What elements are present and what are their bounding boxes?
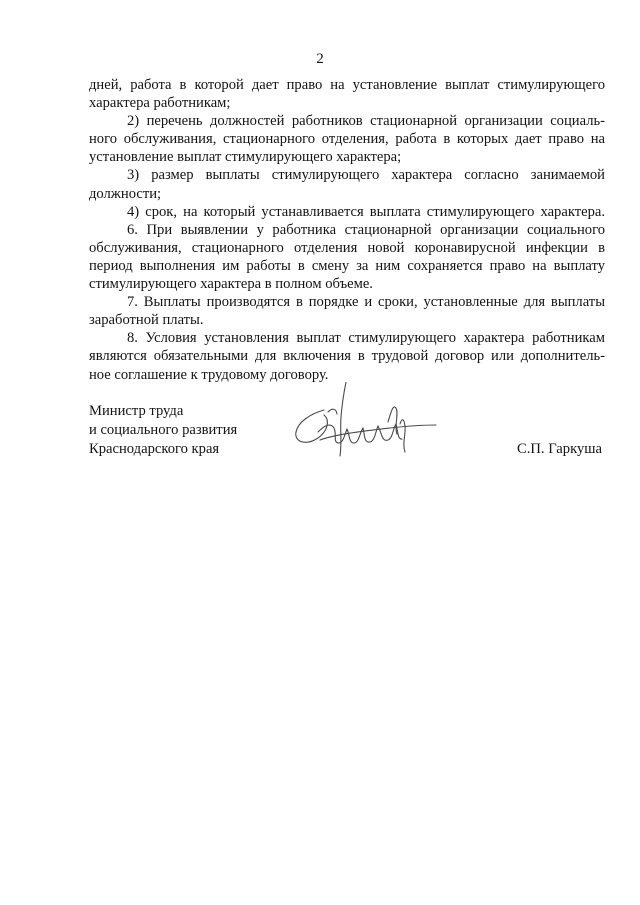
text-line: обслуживания, стационарного отделения новой коронавирусной инфекции в (89, 239, 605, 256)
text-line: являются обязательными для включения в трудовой договор или дополнитель- (89, 348, 605, 365)
text-line: 8. Условия установления выплат стимулирующего характера работникам (127, 330, 605, 347)
signatory-position-line: и социального развития (89, 422, 238, 438)
text-line: дней, работа в которой дает право на установление выплат стимулирующего (89, 77, 605, 93)
text-line: заработной платы. (89, 312, 204, 329)
text-line: установление выплат стимулирующего характера; (89, 149, 402, 166)
text-line: ного обслуживания, стационарного отделения, работа в которых дает право на (89, 131, 605, 148)
text-line: ное соглашение к трудовому договору. (89, 366, 329, 383)
signatory-position-line: Краснодарского края (89, 441, 220, 457)
signature-block (89, 402, 605, 482)
document-body (89, 76, 605, 384)
text-line: 3) размер выплаты стимулирующего характера согласно занимаемой (127, 167, 605, 184)
signatory-position-line: Министр труда (89, 403, 184, 419)
text-line: стимулирующего характера в полном объеме. (89, 276, 373, 293)
text-line: 6. При выявлении у работника стационарной организации социального (127, 221, 605, 238)
page-number: 2 (316, 51, 324, 67)
text-line: должности; (89, 185, 162, 202)
handwritten-signature (284, 382, 444, 462)
text-line: период выполнения им работы в смену за ним сохраняется право на выплату (89, 257, 605, 274)
text-line: 2) перечень должностей работников стационарной организации социаль- (127, 113, 605, 130)
text-line: 7. Выплаты производятся в порядке и сроки, установленные для выплаты (127, 294, 605, 311)
signatory-name: С.П. Гаркуша (517, 441, 602, 457)
text-line: 4) срок, на который устанавливается выплата стимулирующего характера. (127, 203, 605, 220)
text-line: характера работникам; (89, 95, 231, 112)
